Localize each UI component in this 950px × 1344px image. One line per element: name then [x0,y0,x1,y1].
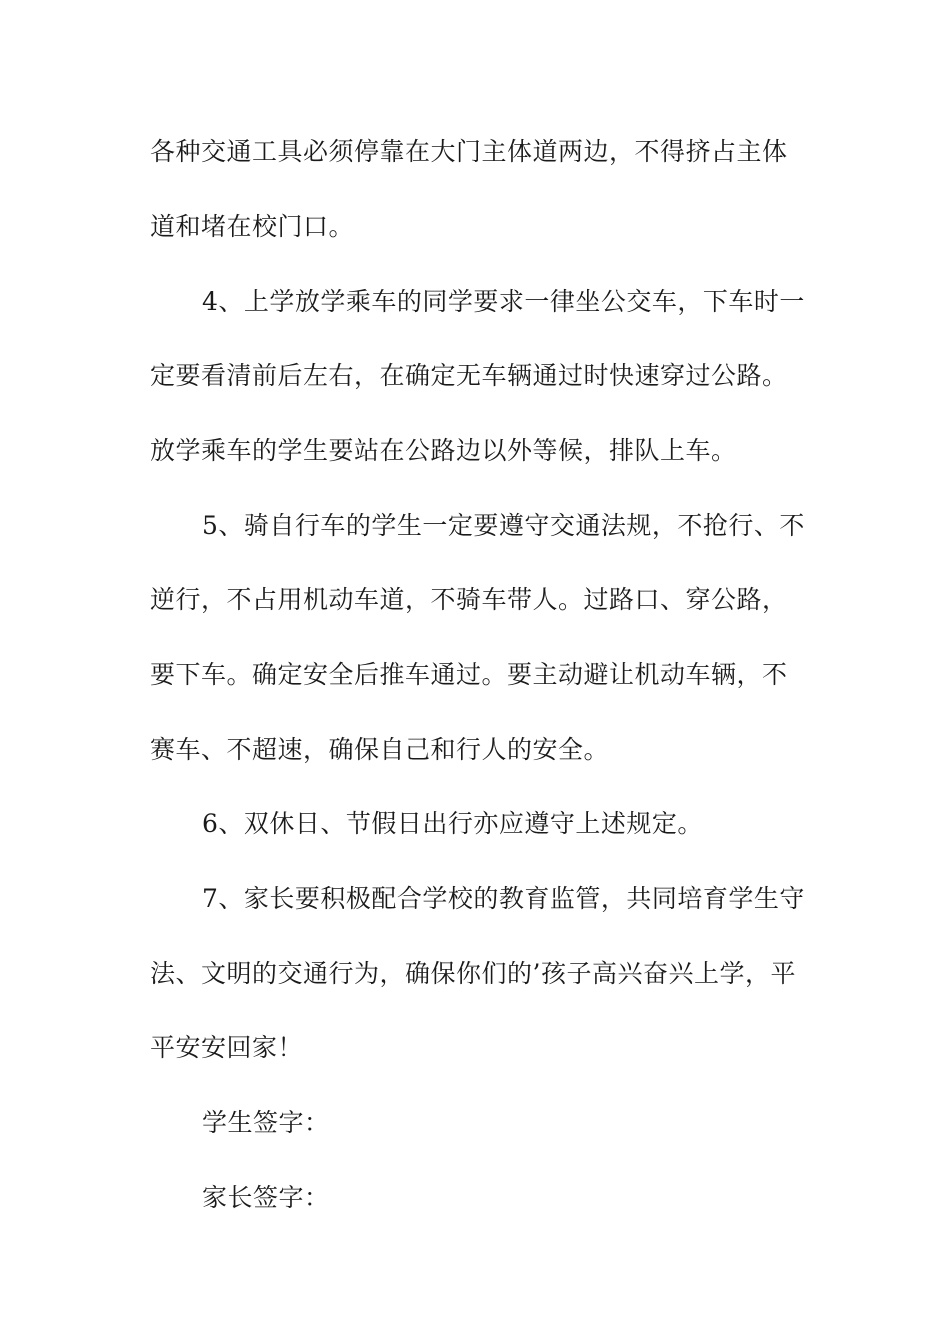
paragraph-line: 要下车。确定安全后推车通过。要主动避让机动车辆，不 [150,660,788,689]
paragraph-item-6-line: 6、双休日、节假日出行亦应遵守上述规定。 [202,809,703,838]
parent-signature-label: 家长签字： [202,1183,330,1212]
paragraph-line: 赛车、不超速，确保自己和行人的安全。 [150,735,610,764]
paragraph-line: 法、文明的交通行为，确保你们的’孩子高兴奋兴上学，平 [150,959,796,988]
paragraph-line: 各种交通工具必须停靠在大门主体道两边，不得挤占主体 [150,137,788,166]
paragraph-item-4-line: 4、上学放学乘车的同学要求一律坐公交车，下车时一 [202,287,805,316]
paragraph-line: 放学乘车的学生要站在公路边以外等候，排队上车。 [150,436,737,465]
paragraph-line: 平安安回家！ [150,1033,304,1062]
paragraph-item-7-line: 7、家长要积极配合学校的教育监管，共同培育学生守 [202,884,805,913]
paragraph-item-5-line: 5、骑自行车的学生一定要遵守交通法规，不抢行、不 [202,511,805,540]
paragraph-line: 道和堵在校门口。 [150,212,355,241]
student-signature-label: 学生签字： [202,1108,330,1137]
paragraph-line: 定要看清前后左右，在确定无车辆通过时快速穿过公路。 [150,361,788,390]
paragraph-line: 逆行，不占用机动车道，不骑车带人。过路口、穿公路， [150,585,788,614]
